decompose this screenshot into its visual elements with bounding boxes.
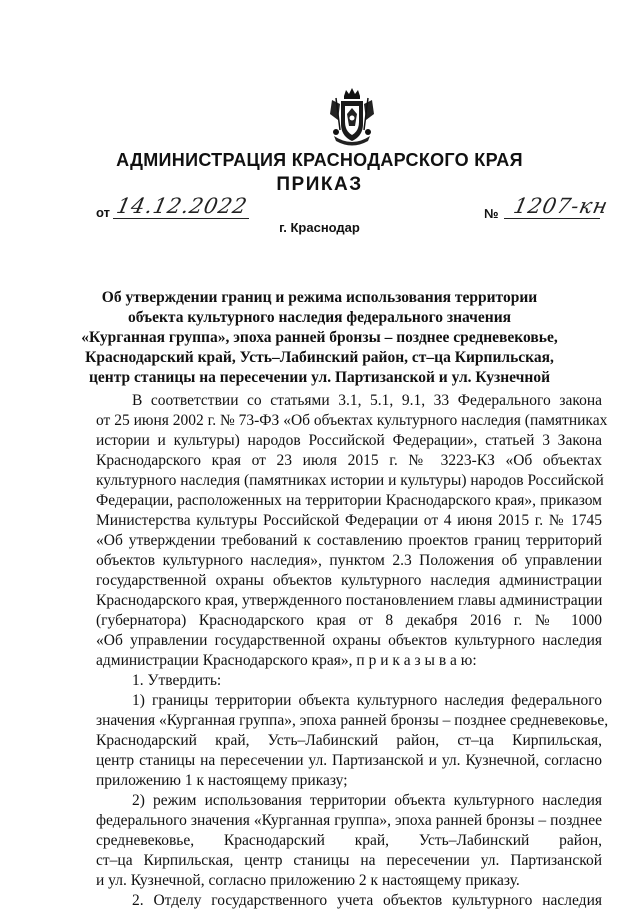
document-type: ПРИКАЗ xyxy=(276,174,363,195)
issuing-authority: АДМИНИСТРАЦИЯ КРАСНОДАРСКОГО КРАЯ xyxy=(116,150,523,170)
body-line: Краснодарского края, утвержденного постановлением главы администрации xyxy=(96,592,603,609)
title-line: центр станицы на пересечении ул. Партизанской и ул. Кузнечной xyxy=(88,369,551,386)
title-line: объекта культурного наследия федерального значения xyxy=(127,309,512,326)
body-line: приложению 1 к настоящему приказу; xyxy=(96,772,348,789)
date-prefix: от xyxy=(96,205,110,220)
handwritten-number: 1207-кн xyxy=(511,194,611,218)
title-line: «Курганная группа», эпоха ранней бронзы – позднее средневековье, xyxy=(81,329,558,346)
body-line: средневековье, Краснодарский край, Усть–Лабинский район, xyxy=(96,832,602,849)
body-line: Федерации, расположенных на территории Краснодарского края», приказом xyxy=(96,492,602,509)
issue-city: г. Краснодар xyxy=(279,220,360,235)
title-line: Об утверждении границ и режима использования территории xyxy=(101,289,538,306)
body-line: В соответствии со статьями 3.1, 5.1, 9.1, 33 Федерального закона xyxy=(132,392,602,409)
body-line: от 25 июня 2002 г. № 73-ФЗ «Об объектах культурного наследия (памятниках xyxy=(96,412,608,429)
body-line: Краснодарский край, Усть–Лабинский район, ст–ца Кирпильская, xyxy=(96,732,602,749)
number-prefix: № xyxy=(484,206,499,221)
title-line: Краснодарский край, Усть–Лабинский район, ст–ца Кирпильская, xyxy=(85,349,554,366)
body-line: и ул. Кузнечной, согласно приложению 2 к настоящему приказу. xyxy=(96,872,520,889)
body-line: 2. Отделу государственного учета объектов культурного наследия xyxy=(132,892,602,909)
body-line: объектов культурного наследия», пунктом 2.3 Положения об управлении xyxy=(96,552,602,569)
body-line: истории и культуры) народов Российской Федерации», статьей 3 Закона xyxy=(96,432,602,449)
date-underline xyxy=(113,218,249,219)
body-line: ст–ца Кирпильская, центр станицы на пересечении ул. Партизанской xyxy=(96,852,602,869)
order-body xyxy=(96,391,609,911)
body-line: администрации Краснодарского края», п р и к а з ы в а ю: xyxy=(96,652,477,669)
body-line: центр станицы на пересечении ул. Партизанской и ул. Кузнечной, согласно xyxy=(96,752,602,769)
body-line: 2) режим использования территории объекта культурного наследия xyxy=(132,792,602,809)
body-line: культурного наследия (памятниках истории и культуры) народов Российской xyxy=(96,472,604,489)
body-line: федерального значения «Курганная группа», эпоха ранней бронзы – позднее xyxy=(96,812,602,829)
body-line: государственной охраны объектов культурного наследия администрации xyxy=(96,572,602,589)
handwritten-date: 14.12.2022 xyxy=(114,194,250,218)
body-line: 1. Утвердить: xyxy=(132,672,222,689)
number-underline xyxy=(504,218,600,219)
body-line: Краснодарского края от 23 июля 2015 г. № 3223-КЗ «Об объектах xyxy=(96,452,602,469)
order-title xyxy=(0,288,639,388)
body-line: Министерства культуры Российской Федерации от 4 июня 2015 г. № 1745 xyxy=(96,512,602,529)
body-line: значения «Курганная группа», эпоха ранней бронзы – позднее средневековье, xyxy=(96,712,609,729)
body-line: (губернатора) Краснодарского края от 8 декабря 2016 г. № 1000 xyxy=(96,612,602,629)
body-line: «Об утверждении требований к составлению проектов границ территорий xyxy=(96,532,602,549)
body-line: «Об управлении государственной охраны объектов культурного наследия xyxy=(96,632,602,649)
body-line: 1) границы территории объекта культурного наследия федерального xyxy=(132,692,602,709)
coat-of-arms-emblem xyxy=(326,86,378,150)
